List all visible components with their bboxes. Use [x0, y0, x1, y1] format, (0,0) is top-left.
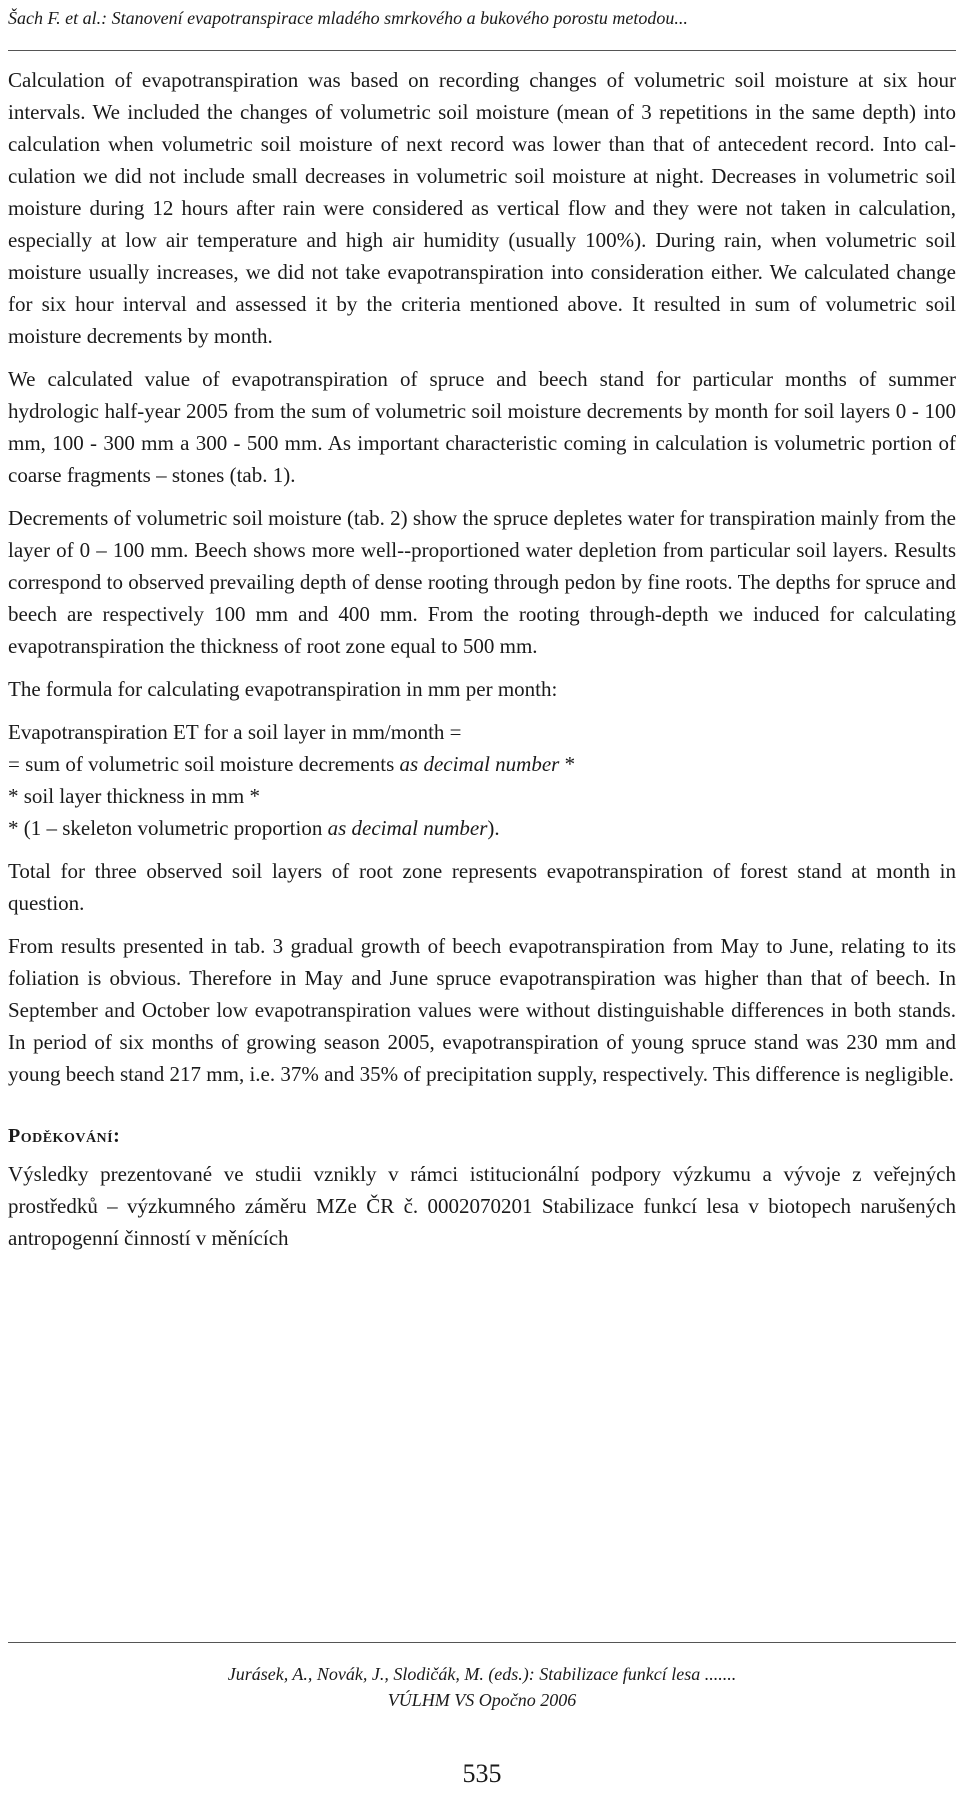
- acknowledgement-heading: Poděkování:: [8, 1125, 121, 1147]
- paragraph-decrements: Decrements of volumetric soil moisture (tab. 2) show the spruce depletes water for transpiration mainly from the layer of 0 – 100 mm. Beech shows more well--proportioned water depletion from particular soil layers. Results correspond to observed prevailing depth of dense rooting through pedon by fine roots. The depths for spruce and beech are respectively 100 mm and 400 mm. From the rooting through-depth we induced for calculating evapotranspiration the thickness of root zone equal to 500 mm.: [8, 506, 956, 658]
- formula-line-1: Evapotranspiration ET for a soil layer in mm/month =: [8, 720, 462, 744]
- page: [8, 0, 956, 1809]
- formula-line-4-text: * (1 – skeleton volumetric proportion: [8, 816, 328, 840]
- footer-rule: [8, 1642, 956, 1643]
- formula-line-2-italic: as decimal number: [399, 752, 560, 776]
- paragraph-calculation: We calculated value of evapotranspiration of spruce and beech stand for particular months of summer hydrologic half-year 2005 from the sum of volumetric soil moisture decrements by month for soil layers 0 - 100 mm, 100 - 300 mm a 300 - 500 mm. As important characteristic coming in calculation is volumetric portion of coarse fragments – stones (tab. 1).: [8, 367, 956, 487]
- paragraph-method: Calculation of evapotranspiration was based on recording changes of volumetric soil moisture at six hour intervals. We included the changes of volumetric soil moisture (mean of 3 repetitions in the same depth) into calculation when volumetric soil moisture of next record was lower than that of antecedent record. Into calculation we did not include small decreases in volumetric soil moisture at night. Decreases in volumetric soil moisture during 12 hours after rain were considered as vertical flow and they were not taken in calculation, especially at low air temperature and high air humidity (usually 100%). During rain, when volumetric soil moisture usually increases, we did not take evapotranspiration into consideration either. We calculated change for six hour interval and assessed it by the criteria mentioned above. It resulted in sum of volumetric soil moisture decrements by month.: [8, 68, 956, 348]
- paragraph-formula-intro: The formula for calculating evapotranspiration in mm per month:: [8, 677, 558, 701]
- formula-line-4: [8, 812, 956, 844]
- formula-block: [8, 716, 956, 844]
- footer-citation: Jurásek, A., Novák, J., Slodičák, M. (eds.): Stabilizace funkcí lesa .......: [227, 1664, 737, 1684]
- formula-line-2: [8, 748, 956, 780]
- acknowledgement-text: Výsledky prezentované ve studii vznikly v rámci istitucionální podpory výzkumu a vývoje z veřejných prostředků – výzkumného záměru MZe ČR č. 0002070201 Stabilizace funkcí lesa v biotopech narušených antropogenní činností v měnících: [8, 1162, 956, 1250]
- header-rule: [8, 50, 956, 51]
- footer-publisher: VÚLHM VS Opočno 2006: [387, 1690, 577, 1710]
- main-text: [8, 64, 956, 1265]
- formula-line-2-text: = sum of volumetric soil moisture decrements: [8, 752, 400, 776]
- formula-line-3: * soil layer thickness in mm *: [8, 784, 260, 808]
- paragraph-total: Total for three observed soil layers of root zone represents evapotranspiration of forest stand at month in question.: [8, 859, 956, 915]
- running-head: Šach F. et al.: Stanovení evapotranspirace mladého smrkového a bukového porostu metodou...: [8, 8, 688, 28]
- formula-line-4-italic: as decimal number: [327, 816, 488, 840]
- formula-line-2-end: *: [559, 752, 576, 776]
- page-number: 535: [462, 1759, 502, 1788]
- paragraph-results: From results presented in tab. 3 gradual growth of beech evapotranspiration from May to June, relating to its foliation is obvious. Therefore in May and June spruce evapotranspiration was higher than that of beech. In September and October low evapotranspiration values were without distinguishable differences in both stands. In period of six months of growing season 2005, evapotranspiration of young spruce stand was 230 mm and young beech stand 217 mm, i.e. 37% and 35% of precipitation supply, respectively. This difference is negligible.: [8, 934, 956, 1086]
- formula-line-4-end: ).: [487, 816, 500, 840]
